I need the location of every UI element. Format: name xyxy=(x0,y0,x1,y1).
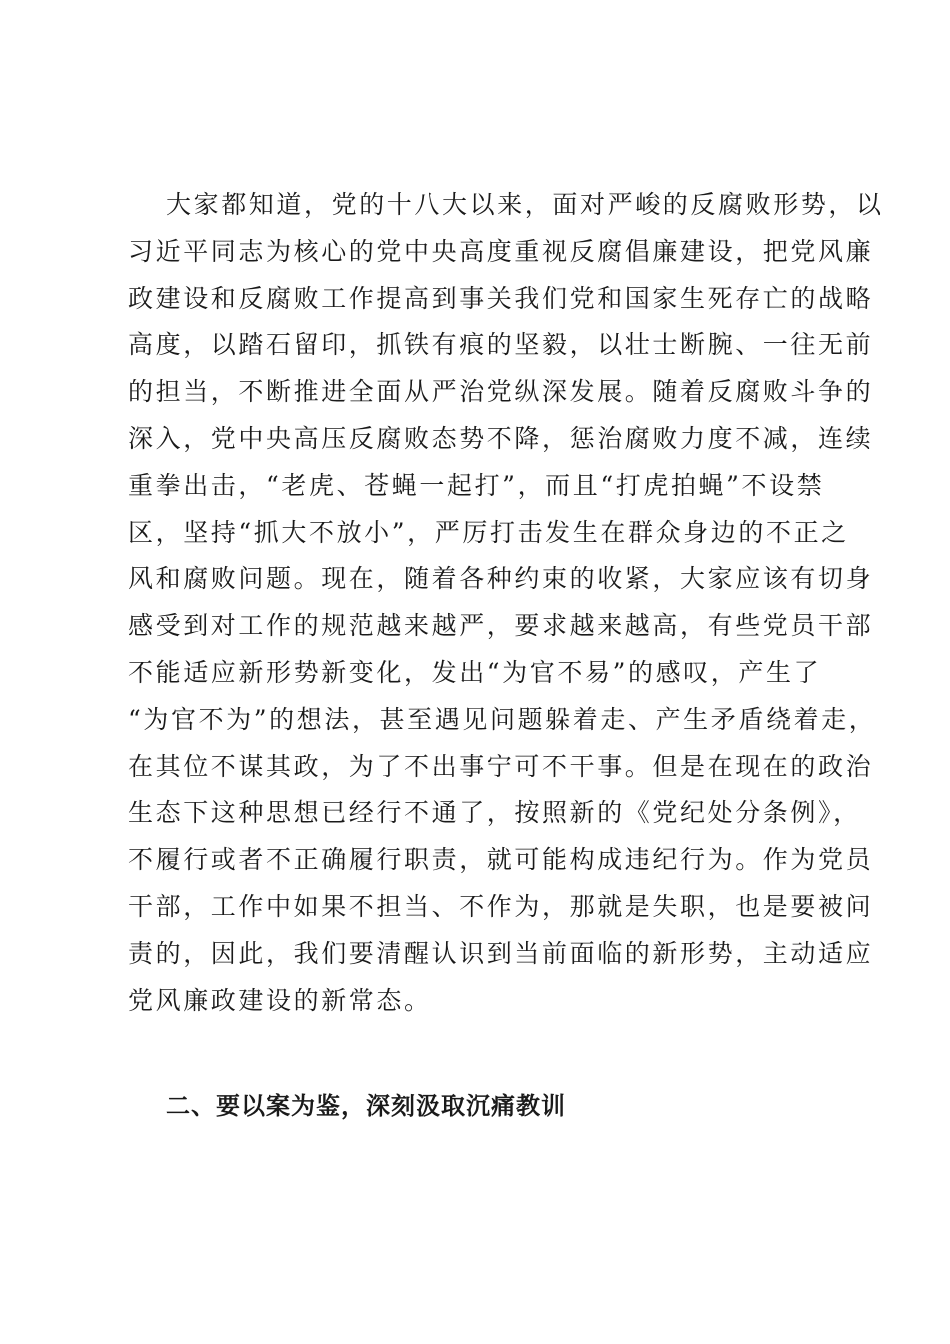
body-paragraph xyxy=(128,182,884,1024)
paragraph-line: 政建设和反腐败工作提高到事关我们党和国家生死存亡的战略 xyxy=(128,283,874,313)
paragraph-line: 风和腐败问题。现在，随着各种约束的收紧，大家应该有切身 xyxy=(128,564,874,594)
paragraph-line: 不履行或者不正确履行职责，就可能构成违纪行为。作为党员 xyxy=(128,845,874,875)
paragraph-line: 责的，因此，我们要清醒认识到当前面临的新形势，主动适应 xyxy=(128,938,874,968)
section-heading: 二、要以案为鉴，深刻汲取沉痛教训 xyxy=(166,1092,566,1120)
paragraph-line: 深入，党中央高压反腐败态势不降，惩治腐败力度不减，连续 xyxy=(128,423,874,453)
paragraph-line: 在其位不谋其政，为了不出事宁可不干事。但是在现在的政治 xyxy=(128,751,874,781)
paragraph-line: 生态下这种思想已经行不通了，按照新的《党纪处分条例》， xyxy=(128,798,861,828)
paragraph-line: 大家都知道，党的十八大以来，面对严峻的反腐败形势，以 xyxy=(166,190,884,219)
paragraph-line: 不能适应新形势新变化，发出“为官不易”的感叹，产生了 xyxy=(128,657,822,687)
paragraph-line: 党风廉政建设的新常态。 xyxy=(128,985,432,1015)
paragraph-line: 高度，以踏石留印，抓铁有痕的坚毅，以壮士断腕、一往无前 xyxy=(128,330,874,360)
paragraph-line: 感受到对工作的规范越来越严，要求越来越高，有些党员干部 xyxy=(128,611,874,641)
paragraph-line: 区，坚持“抓大不放小”，严厉打击发生在群众身边的不正之 xyxy=(128,517,849,547)
paragraph-line: 干部，工作中如果不担当、不作为，那就是失职，也是要被问 xyxy=(128,891,874,921)
paragraph-line: 习近平同志为核心的党中央高度重视反腐倡廉建设，把党风廉 xyxy=(128,236,874,266)
paragraph-line: 重拳出击，“老虎、苍蝇一起打”，而且“打虎拍蝇”不设禁 xyxy=(128,470,825,500)
paragraph-line: 的担当，不断推进全面从严治党纵深发展。随着反腐败斗争的 xyxy=(128,377,874,407)
paragraph-line: “为官不为”的想法，甚至遇见问题躲着走、产生矛盾绕着走， xyxy=(128,704,877,734)
